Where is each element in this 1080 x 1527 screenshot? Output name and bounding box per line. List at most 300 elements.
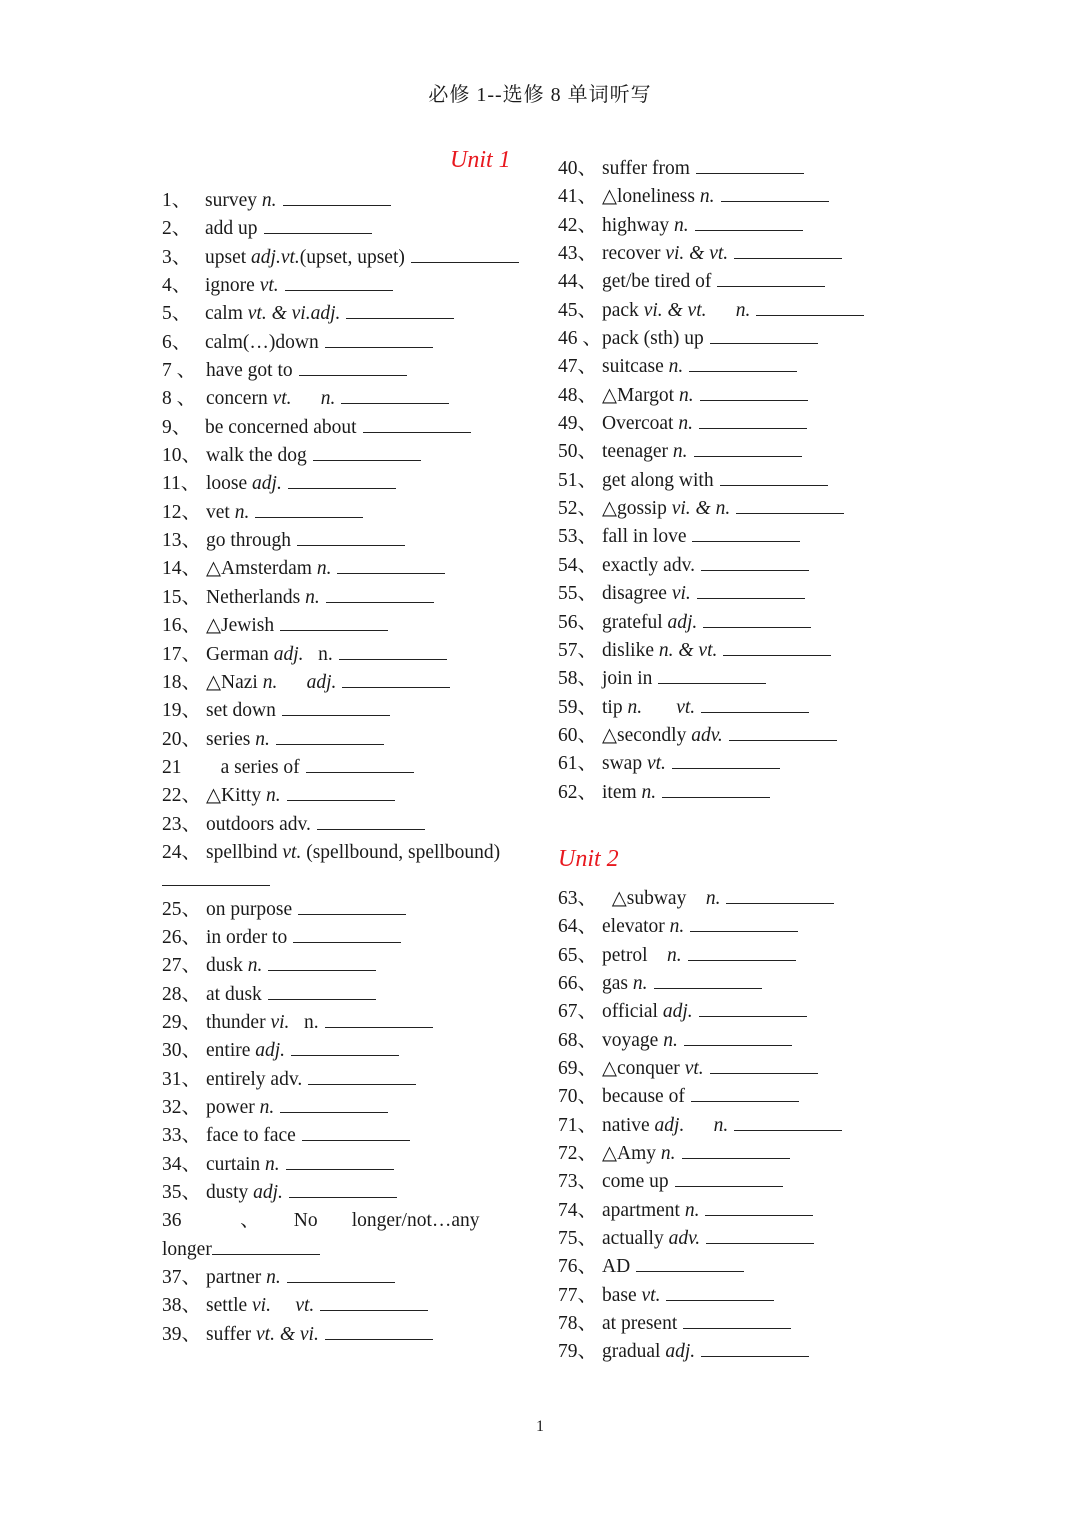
part-of-speech: n. [664,916,685,938]
answer-blank[interactable] [726,885,834,904]
vocab-term: △Amy [602,1143,656,1164]
answer-blank[interactable] [658,665,766,684]
item-number: 40、 [558,158,598,179]
vocab-term: △Kitty [206,785,262,807]
answer-blank[interactable] [342,669,450,688]
unit-2-heading: Unit 2 [558,845,619,872]
part-of-speech: n. [658,1029,678,1051]
answer-blank[interactable] [706,1225,814,1244]
list-item [162,782,542,810]
part-of-speech: n. [261,785,281,807]
item-number: 3、 [162,246,192,268]
part-of-speech: n. [673,413,693,435]
answer-blank[interactable] [705,1197,813,1216]
list-item [558,1282,938,1310]
part-of-speech: n. [669,214,689,236]
part-of-speech: n. [257,190,277,211]
list-item [162,187,542,215]
part-of-speech: vt. & vi.adj. [242,303,341,325]
part-of-speech: adj. n. [649,1114,729,1136]
item-number: 54、 [558,554,598,576]
vocab-term: loose [206,473,248,495]
list-item [558,913,938,941]
part-of-speech: vt. [254,275,279,297]
vocab-term: disagree [602,583,667,605]
list-item [558,970,938,998]
answer-blank[interactable] [289,1179,397,1198]
item-number: 34、 [162,1153,202,1175]
answer-blank[interactable] [288,470,396,489]
vocab-term: Netherlands [206,586,301,608]
word-list-unit-1 [162,187,542,1349]
item-number: 17、 [162,643,202,665]
answer-blank[interactable] [734,240,842,259]
item-number: 39、 [162,1323,202,1345]
answer-blank[interactable] [291,1037,399,1056]
list-item [558,1310,938,1338]
answer-blank[interactable] [684,1027,792,1046]
part-of-speech: vi. [666,583,691,605]
part-of-speech: adj.vt. [246,246,300,268]
item-number: 49、 [558,413,598,435]
list-item [162,527,542,555]
answer-blank[interactable] [282,697,390,716]
item-number: 6、 [162,331,192,353]
item-number: 78、 [558,1313,598,1335]
answer-blank[interactable] [325,1321,433,1340]
answer-blank[interactable] [317,811,425,830]
part-of-speech: n. [242,955,263,977]
list-item [162,867,542,895]
vocab-term: suffer from [602,158,690,179]
item-number: 36 [162,1210,182,1232]
part-of-speech: adj. [660,1341,696,1363]
vocab-term: △Amsterdam [206,558,312,580]
item-number: 74、 [558,1199,598,1221]
list-item [162,1236,542,1264]
vocab-term: dislike [602,639,654,661]
vocab-term: survey [205,190,257,211]
word-list-unit-2 [558,885,938,1367]
item-number: 53、 [558,526,598,548]
item-number: 76、 [558,1256,598,1278]
part-of-speech: vt. [679,1057,704,1079]
answer-blank[interactable] [313,442,421,461]
list-item [558,467,938,495]
answer-blank[interactable] [286,1151,394,1170]
answer-blank[interactable] [729,722,837,741]
item-number: 27、 [162,955,202,977]
list-item [162,754,542,782]
item-number: 66、 [558,972,598,994]
item-number: 22、 [162,785,202,807]
answer-blank[interactable] [283,187,391,206]
list-item [162,896,542,924]
part-of-speech: adj. [250,1040,286,1062]
item-number: 24、 [162,841,202,863]
list-item [558,495,938,523]
vocab-term: at present [602,1313,678,1335]
answer-blank[interactable] [690,913,798,932]
vocab-term: voyage [602,1029,659,1051]
vocab-term: curtain [206,1153,261,1175]
list-item [162,1037,542,1065]
list-item [558,942,938,970]
part-of-speech: n. [668,441,688,463]
part-of-speech: n. [636,781,657,803]
answer-blank[interactable] [302,1122,410,1141]
item-number: 68、 [558,1029,598,1051]
list-item [558,438,938,466]
term-extra: n. [303,643,333,665]
item-number: 55、 [558,583,598,605]
answer-blank[interactable] [255,499,363,518]
answer-blank[interactable] [699,998,807,1017]
vocab-term: calm(…)down [205,331,319,353]
vocab-term: grateful [602,611,663,633]
item-number: 21 [162,756,182,778]
answer-blank[interactable] [337,555,445,574]
item-number: 20、 [162,728,202,750]
answer-blank[interactable] [325,1009,433,1028]
part-of-speech: n. [250,728,270,750]
list-item [162,641,542,669]
answer-blank[interactable] [697,580,805,599]
vocab-term: on purpose [206,898,293,920]
list-item [162,442,542,470]
item-number: 72、 [558,1143,598,1164]
item-number: 71、 [558,1114,598,1136]
list-item [558,665,938,693]
answer-blank[interactable] [280,612,388,631]
answer-blank[interactable] [308,1066,416,1085]
term-extra: n. [289,1011,319,1033]
vocab-term: AD [602,1256,631,1278]
list-item [162,1151,542,1179]
list-item [162,924,542,952]
list-item [162,584,542,612]
vocab-term: Overcoat [602,413,674,435]
vocab-term: pack (sth) up [602,328,704,350]
answer-blank[interactable] [710,325,818,344]
list-item [162,555,542,583]
answer-blank[interactable] [703,609,811,628]
vocab-term: suitcase [602,356,664,378]
answer-blank[interactable] [636,1253,744,1272]
list-item [162,1207,542,1235]
item-number: 10、 [162,445,202,467]
list-item [162,612,542,640]
answer-blank[interactable] [346,300,454,319]
list-item [558,325,938,353]
item-number: 28、 [162,983,202,1005]
part-of-speech: n. [300,586,320,608]
list-item [162,1009,542,1037]
vocab-term: highway [602,214,670,236]
item-number: 70、 [558,1086,598,1108]
answer-blank[interactable] [325,329,433,348]
vocab-term: suffer [206,1323,252,1345]
answer-blank[interactable] [696,155,804,174]
list-item [162,669,542,697]
list-item [558,1027,938,1055]
part-of-speech: vt. & vi. [251,1323,319,1345]
item-number: 56、 [558,611,598,633]
answer-blank[interactable] [723,637,831,656]
answer-blank[interactable] [320,1292,428,1311]
item-number: 19、 [162,700,202,722]
list-item [162,414,542,442]
vocab-term: native [602,1114,650,1136]
vocab-term: actually [602,1228,664,1250]
list-item [558,1140,938,1168]
part-of-speech: n. & vt. [654,639,718,661]
vocab-term: vet [206,501,230,523]
item-number: 30、 [162,1040,202,1062]
answer-blank[interactable] [675,1168,783,1187]
answer-blank[interactable] [287,782,395,801]
part-of-speech: vi. vt. [247,1295,315,1317]
part-of-speech: n. [261,1267,281,1289]
item-number: 32、 [162,1097,202,1118]
list-item [558,1225,938,1253]
vocab-term: △loneliness [602,186,695,208]
vocab-term: join in [602,668,653,690]
vocab-term: face to face [206,1125,296,1147]
part-of-speech: n. [260,1153,280,1175]
item-number: 12、 [162,501,202,523]
answer-blank[interactable] [682,1140,790,1159]
list-item [162,215,542,243]
answer-blank[interactable] [688,942,796,961]
vocab-term: petrol [602,944,648,966]
list-item [558,1168,938,1196]
item-number: 51、 [558,469,598,491]
answer-blank[interactable] [162,867,270,886]
answer-blank[interactable] [212,1236,320,1255]
list-item [162,811,542,839]
vocab-term: △secondly [602,724,687,746]
item-number: 13、 [162,530,202,552]
item-number: 33、 [162,1125,202,1147]
part-of-speech: n. vt. [622,696,696,718]
item-number: 45、 [558,299,598,321]
list-item [162,1094,542,1122]
vocab-term: gradual [602,1341,661,1363]
item-number: 15、 [162,586,202,608]
answer-blank[interactable] [683,1310,791,1329]
list-item [558,1112,938,1140]
vocab-term: official [602,1001,658,1023]
vocab-term: longer [162,1238,212,1260]
left-column [162,141,542,1349]
page-title: 必修 1--选修 8 单词听写 [428,84,652,106]
vocab-term: in order to [206,926,288,948]
vocab-term: fall in love [602,526,687,548]
answer-blank[interactable] [695,212,803,231]
answer-blank[interactable] [717,268,825,287]
part-of-speech: n. [628,972,648,994]
item-number: 46 、 [558,328,602,350]
list-item [162,1122,542,1150]
answer-blank[interactable] [339,641,447,660]
answer-blank[interactable] [654,970,762,989]
vocab-term: set down [206,700,276,722]
vocab-term: swap [602,753,643,775]
item-number: 42、 [558,214,598,236]
answer-blank[interactable] [694,438,802,457]
vocab-term: elevator [602,916,665,938]
vocab-term: add up [205,218,258,240]
item-number: 44、 [558,271,598,293]
vocab-term: walk the dog [206,445,307,467]
item-number: 2、 [162,218,192,240]
vocab-term: dusk [206,955,243,977]
item-number: 65、 [558,944,598,966]
list-item [558,353,938,381]
item-number: 25、 [162,898,202,920]
answer-blank[interactable] [268,952,376,971]
answer-blank[interactable] [720,467,828,486]
vocab-term: △subway [602,887,687,909]
part-of-speech: n. [679,1199,700,1221]
list-item [558,722,938,750]
list-item [558,240,938,268]
answer-blank[interactable] [285,272,393,291]
part-of-speech: n. [695,186,715,208]
right-column [558,155,938,1367]
vocab-term: △Margot [602,384,675,406]
list-item [162,839,542,867]
vocab-term: item [602,781,637,803]
part-of-speech: adj. [248,1182,283,1204]
answer-blank[interactable] [701,552,809,571]
answer-blank[interactable] [701,694,809,713]
item-number: 18、 [162,671,202,693]
item-number: 35、 [162,1182,202,1204]
vocab-term: △gossip [602,498,667,520]
vocab-term: tip [602,696,623,718]
vocab-term: at dusk [206,983,262,1005]
item-number: 26、 [162,926,202,948]
answer-blank[interactable] [299,357,407,376]
list-item [558,523,938,551]
part-of-speech: n. [656,1143,676,1164]
vocab-term: △conquer [602,1057,680,1079]
item-number: 8 、 [162,388,197,410]
answer-blank[interactable] [710,1055,818,1074]
list-item [162,244,542,272]
answer-blank[interactable] [672,750,780,769]
answer-blank[interactable] [662,779,770,798]
answer-blank[interactable] [691,1083,799,1102]
answer-blank[interactable] [736,495,844,514]
item-number: 1、 [162,190,192,211]
answer-blank[interactable] [298,896,406,915]
vocab-term: series [206,728,251,750]
item-number: 47、 [558,356,598,378]
vocab-term: get along with [602,469,714,491]
answer-blank[interactable] [692,523,800,542]
vocab-term: upset [205,246,247,268]
term-extra: (upset, upset) [299,246,405,268]
item-number: 69、 [558,1057,598,1079]
part-of-speech: n. [254,1097,275,1118]
vocab-term: ignore [205,275,255,297]
answer-blank[interactable] [280,1094,388,1113]
answer-blank[interactable] [297,527,405,546]
list-item [558,410,938,438]
list-item [162,1321,542,1349]
list-item [558,998,938,1026]
answer-blank[interactable] [276,726,384,745]
vocab-term: calm [205,303,243,325]
vocab-term: a series of [206,756,300,778]
answer-blank[interactable] [268,981,376,1000]
list-item [162,385,542,413]
answer-blank[interactable] [287,1264,395,1283]
answer-blank[interactable] [411,244,519,263]
answer-blank[interactable] [363,414,471,433]
part-of-speech: vi. & vt. n. [638,299,751,321]
part-of-speech: n. [663,356,684,378]
item-number: 11、 [162,473,201,495]
item-number: 67、 [558,1001,598,1023]
list-item [162,952,542,980]
answer-blank[interactable] [293,924,401,943]
list-item [558,268,938,296]
list-item [558,779,938,807]
answer-blank[interactable] [326,584,434,603]
answer-blank[interactable] [734,1112,842,1131]
vocab-term: spellbind [206,841,278,863]
vocab-term: gas [602,972,628,994]
vocab-term: pack [602,299,639,321]
list-item [162,499,542,527]
answer-blank[interactable] [666,1282,774,1301]
item-number: 63、 [558,887,598,909]
vocab-term: power [206,1097,255,1118]
item-number: 31、 [162,1068,202,1090]
item-number: 14、 [162,558,202,580]
item-number: 7 、 [162,360,197,382]
item-number: 75、 [558,1228,598,1250]
answer-blank[interactable] [700,382,808,401]
list-item [162,357,542,385]
part-of-speech: n. [647,944,682,966]
vocab-term: be concerned about [205,416,357,438]
answer-blank[interactable] [264,215,372,234]
answer-blank[interactable] [689,353,797,372]
part-of-speech: adj. [657,1001,693,1023]
answer-blank[interactable] [756,297,864,316]
answer-blank[interactable] [699,410,807,429]
unit-1-heading: Unit 1 [450,147,511,173]
item-number: 59、 [558,696,598,718]
list-item [162,1066,542,1094]
list-item [558,1083,938,1111]
answer-blank[interactable] [721,183,829,202]
answer-blank[interactable] [701,1338,809,1357]
list-item [558,609,938,637]
list-item [162,329,542,357]
item-number: 79、 [558,1341,598,1363]
part-of-speech: adj. [247,473,282,495]
answer-blank[interactable] [341,385,449,404]
part-of-speech: adj. [268,643,304,665]
answer-blank[interactable] [306,754,414,773]
item-number: 38、 [162,1295,202,1317]
